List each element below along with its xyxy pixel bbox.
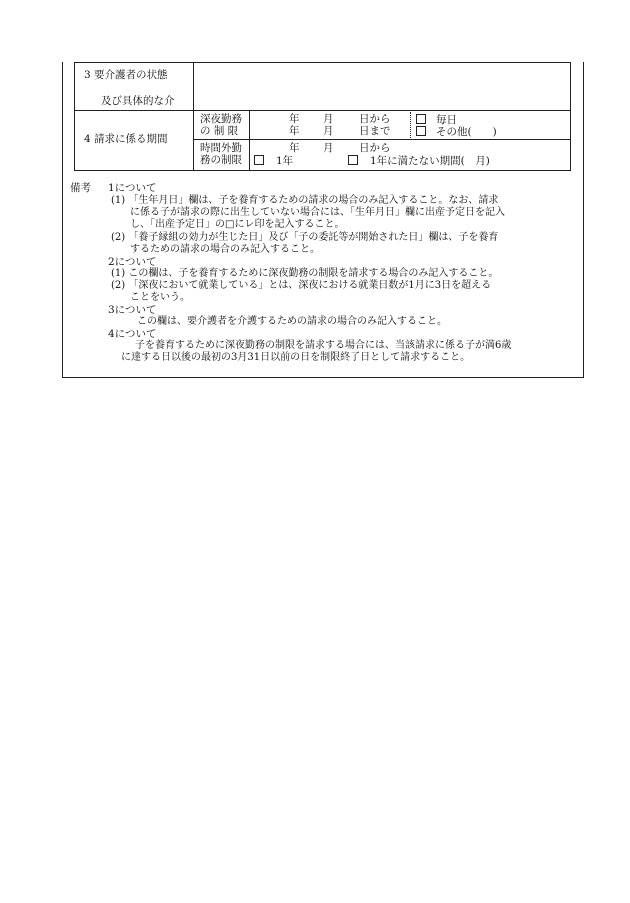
- overtime-limit-label-line1: 時間外勤: [200, 142, 242, 154]
- overtime-option-less-than-1year[interactable]: 1年に満たない期間( 月): [348, 155, 490, 167]
- outer-frame-right: [583, 62, 584, 377]
- overtime-from-day[interactable]: 日から: [359, 142, 391, 154]
- note4-body-line1: 子を養育するために深夜勤務の制限を請求する場合には、当該請求に係る子が満6歳: [135, 340, 512, 351]
- options-dotted-divider: [410, 112, 411, 138]
- night-to-year[interactable]: 年: [289, 125, 300, 137]
- checkbox-icon[interactable]: [416, 126, 426, 136]
- note3-title: 3について: [108, 304, 157, 316]
- note1-item2-line1: (2) 「養子縁組の効力が生じた日」及び「子の委託等が開始された日」欄は、子を養育: [111, 232, 499, 243]
- night-from-month[interactable]: 月: [323, 113, 334, 125]
- checkbox-icon[interactable]: [348, 155, 358, 165]
- checkbox-icon[interactable]: [416, 114, 426, 124]
- night-to-day[interactable]: 日まで: [359, 125, 391, 137]
- note1-item1-line1: (1) 「生年月日」欄は、子を養育するための請求の場合のみ記入すること。なお、請求: [111, 195, 499, 206]
- table-right-border: [570, 62, 571, 171]
- note2-item2-line1: (2) 「深夜において就業している」とは、深夜における就業日数が1月に3日を超える: [111, 280, 492, 291]
- notes-heading: 備考: [70, 182, 91, 194]
- outer-frame-left: [62, 62, 63, 377]
- night-to-month[interactable]: 月: [323, 125, 334, 137]
- note4-body-line2: に達する日以後の最初の3月31日以前の日を制限終了日として請求すること。: [121, 352, 471, 363]
- night-option-daily[interactable]: 毎日: [416, 114, 457, 126]
- checkbox-icon[interactable]: [254, 155, 264, 165]
- note4-title: 4について: [108, 328, 157, 340]
- row3-label-line2: 及び具体的な介: [101, 95, 175, 107]
- note2-item1: (1) この欄は、子を養育するために深夜勤務の制限を請求する場合のみ記入すること。: [111, 268, 499, 279]
- table-left-border: [74, 62, 75, 171]
- note1-item1-line3: し、「出産予定日」の□にレ印を記入すること。: [130, 219, 345, 230]
- night-limit-label-line2: の 制 限: [200, 125, 239, 137]
- row4-label: 4 請求に係る期間: [84, 133, 168, 145]
- table-bottom-border: [74, 170, 571, 171]
- overtime-limit-label-line2: 務の制限: [200, 154, 242, 166]
- note2-item2-line2: ことをいう。: [130, 292, 190, 303]
- overtime-from-year[interactable]: 年: [289, 142, 300, 154]
- note2-title: 2について: [108, 256, 157, 268]
- row3-label-line1: 3 要介護者の状態: [84, 69, 168, 81]
- note1-item2-line2: するための請求の場合のみ記入すること。: [130, 244, 320, 255]
- note1-item1-line2: に係る子が請求の際に出生していない場合には、「生年月日」欄に出産予定日を記入: [130, 207, 505, 218]
- night-limit-label-line1: 深夜勤務: [200, 113, 242, 125]
- row3-input-cell[interactable]: [194, 63, 570, 110]
- note1-title: 1について: [108, 182, 157, 194]
- outer-frame-bottom: [62, 377, 584, 378]
- night-from-day[interactable]: 日から: [359, 113, 391, 125]
- sublabel-column-divider: [249, 110, 250, 171]
- overtime-from-month[interactable]: 月: [323, 142, 334, 154]
- note3-body: この欄は、要介護者を介護するための請求の場合のみ記入すること。: [137, 316, 447, 327]
- overtime-option-1year[interactable]: 1年: [254, 155, 293, 167]
- night-from-year[interactable]: 年: [289, 113, 300, 125]
- row-divider: [74, 110, 571, 111]
- night-option-other[interactable]: その他( ): [416, 126, 497, 138]
